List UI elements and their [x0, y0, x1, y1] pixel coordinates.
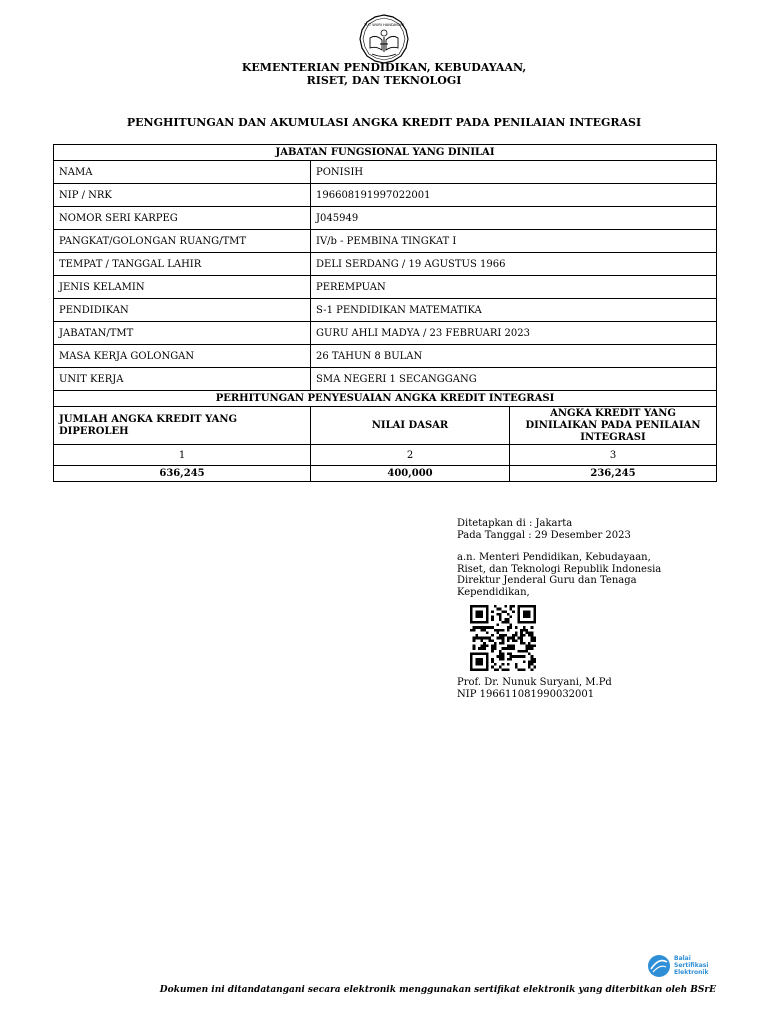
ministry-emblem-icon: [356, 14, 412, 64]
column-header-row: [54, 407, 717, 445]
row-label: UNIT KERJA: [54, 368, 311, 391]
signature-block: [457, 518, 697, 700]
row-label: NAMA: [54, 161, 311, 184]
document-title: PENGHITUNGAN DAN AKUMULASI ANGKA KREDIT PADA PENILAIAN INTEGRASI: [126, 116, 642, 129]
row-value: SMA NEGERI 1 SECANGGANG: [311, 368, 717, 391]
bsre-logo-icon: [645, 952, 720, 980]
column-number: 3: [510, 445, 717, 466]
table-row: [54, 161, 717, 184]
bsre-text-line: Elektronik: [674, 969, 709, 976]
row-value: GURU AHLI MADYA / 23 FEBRUARI 2023: [311, 322, 717, 345]
column-header: ANGKA KREDIT YANG DINILAIKAN PADA PENILAIAN INTEGRASI: [510, 407, 717, 445]
column-number: 1: [54, 445, 311, 466]
qr-code-icon: [463, 605, 543, 671]
row-value: 26 TAHUN 8 BULAN: [311, 345, 717, 368]
row-value: J045949: [311, 207, 717, 230]
table-row: [54, 230, 717, 253]
signature-place: Ditetapkan di : Jakarta: [457, 518, 573, 529]
table-row: [54, 276, 717, 299]
signatory-name: Prof. Dr. Nunuk Suryani, M.Pd: [457, 677, 612, 688]
row-label: PANGKAT/GOLONGAN RUANG/TMT: [54, 230, 311, 253]
column-header: JUMLAH ANGKA KREDIT YANG DIPEROLEH: [54, 407, 311, 445]
row-value: IV/b - PEMBINA TINGKAT I: [311, 230, 717, 253]
bsre-text-line: Sertifikasi: [674, 962, 709, 969]
emblem-motto: TUT WURI HANDAYANI: [364, 23, 404, 27]
section-title-jabatan: JABATAN FUNGSIONAL YANG DINILAI: [54, 145, 717, 161]
table-row: [54, 345, 717, 368]
row-value: 196608191997022001: [311, 184, 717, 207]
table-row: [54, 299, 717, 322]
row-label: JENIS KELAMIN: [54, 276, 311, 299]
credit-value: 400,000: [311, 466, 510, 482]
row-value: PONISIH: [311, 161, 717, 184]
signature-on-behalf-line: Direktur Jenderal Guru dan Tenaga: [457, 575, 637, 586]
section-title-perhitungan: PERHITUNGAN PENYESUAIAN ANGKA KREDIT INTEGRASI: [54, 391, 717, 407]
credit-value: 236,245: [510, 466, 717, 482]
ministry-line-2: RISET, DAN TEKNOLOGI: [306, 74, 462, 87]
footer-note: Dokumen ini ditandatangani secara elektronik menggunakan sertifikat elektronik yang diterbitkan oleh BSrE: [159, 985, 716, 995]
signature-on-behalf-line: Kependidikan,: [457, 586, 530, 598]
ministry-line-1: KEMENTERIAN PENDIDIKAN, KEBUDAYAAN,: [241, 61, 527, 74]
row-label: TEMPAT / TANGGAL LAHIR: [54, 253, 311, 276]
section-header-row: [54, 391, 717, 407]
row-label: NIP / NRK: [54, 184, 311, 207]
row-label: PENDIDIKAN: [54, 299, 311, 322]
row-value: S-1 PENDIDIKAN MATEMATIKA: [311, 299, 717, 322]
table-row: [54, 322, 717, 345]
value-row: [54, 466, 717, 482]
signature-date: Pada Tanggal : 29 Desember 2023: [457, 529, 631, 541]
bsre-text-line: Balai: [674, 955, 691, 962]
table-row: [54, 184, 717, 207]
column-number-row: [54, 445, 717, 466]
credit-value: 636,245: [54, 466, 311, 482]
table-row: [54, 207, 717, 230]
table-row: [54, 368, 717, 391]
row-label: NOMOR SERI KARPEG: [54, 207, 311, 230]
signature-on-behalf-line: a.n. Menteri Pendidikan, Kebudayaan,: [457, 552, 651, 563]
section-header-row: [54, 145, 717, 161]
signatory-nip: NIP 196611081990032001: [457, 688, 595, 700]
credit-table: [53, 144, 717, 482]
signature-on-behalf-line: Riset, dan Teknologi Republik Indonesia: [457, 563, 662, 575]
table-row: [54, 253, 717, 276]
column-number: 2: [311, 445, 510, 466]
row-label: JABATAN/TMT: [54, 322, 311, 345]
ministry-name: [0, 61, 768, 87]
row-value: PEREMPUAN: [311, 276, 717, 299]
row-value: DELI SERDANG / 19 AGUSTUS 1966: [311, 253, 717, 276]
column-header: NILAI DASAR: [311, 407, 510, 445]
row-label: MASA KERJA GOLONGAN: [54, 345, 311, 368]
